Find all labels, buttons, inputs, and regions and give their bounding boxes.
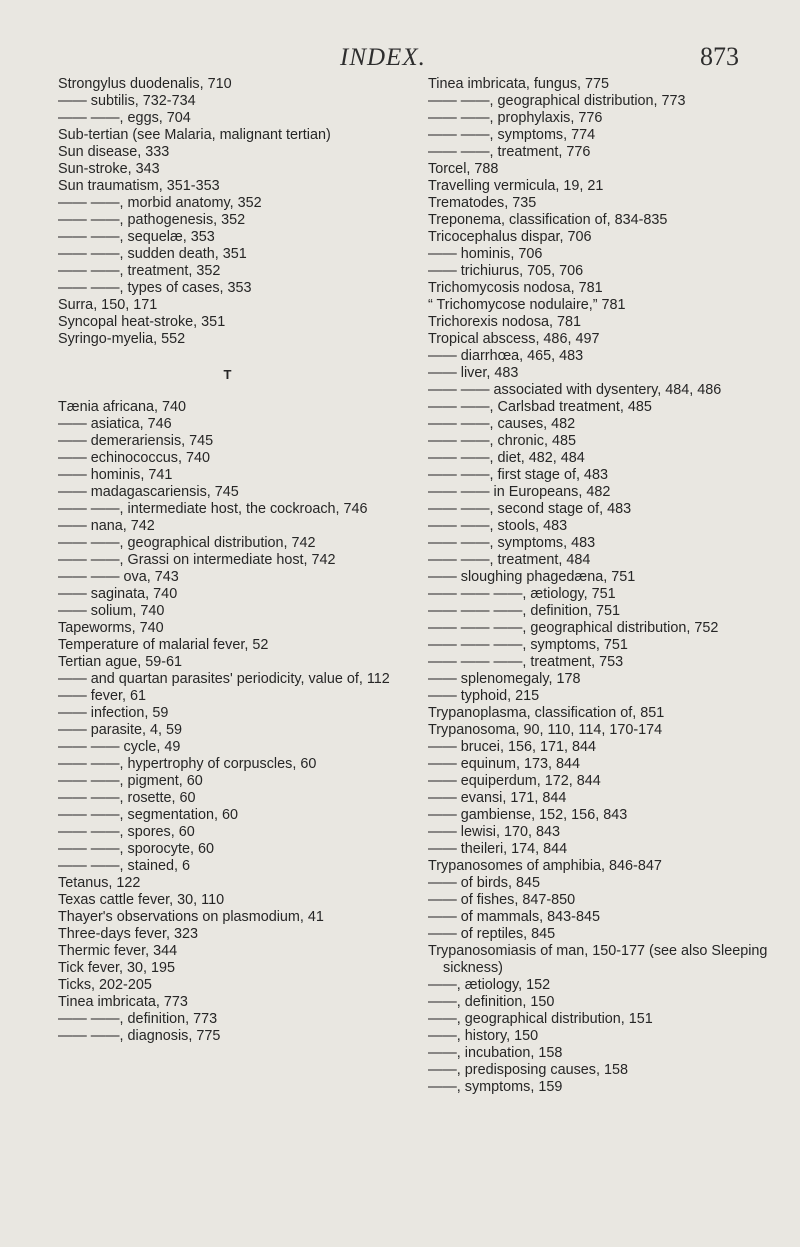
- index-entry: —— subtilis, 732-734: [58, 93, 196, 109]
- index-entry: —— ——, second stage of, 483: [428, 501, 632, 517]
- index-list-s: [58, 76, 398, 348]
- index-entry: Tick fever, 30, 195: [58, 960, 176, 976]
- index-entry: —— and quartan parasites' periodicity, value of, 112: [58, 671, 390, 687]
- index-entry: —— equinum, 173, 844: [428, 756, 580, 772]
- index-entry: Sun disease, 333: [58, 144, 170, 160]
- index-entry: —— madagascariensis, 745: [58, 484, 239, 500]
- index-entry: —— ——, treatment, 776: [428, 144, 591, 160]
- index-entry: Treponema, classification of, 834-835: [428, 212, 668, 228]
- index-entry: —— solium, 740: [58, 603, 165, 619]
- index-entry: Sun-stroke, 343: [58, 161, 160, 177]
- right-column: [428, 76, 778, 1096]
- index-entry: Temperature of malarial fever, 52: [58, 637, 269, 653]
- index-entry: Trypanosomiasis of man, 150-177 (see also Sleeping sickness): [428, 943, 768, 976]
- index-entry: —— ——, sporocyte, 60: [58, 841, 214, 857]
- index-entry: Trichomycosis nodosa, 781: [428, 280, 603, 296]
- index-entry: Syringo-myelia, 552: [58, 331, 186, 347]
- index-entry: Trypanosomes of amphibia, 846-847: [428, 858, 662, 874]
- index-list-right: [428, 76, 778, 1096]
- index-entry: Trematodes, 735: [428, 195, 537, 211]
- index-entry: —— ——, treatment, 484: [428, 552, 591, 568]
- index-entry: —— hominis, 706: [428, 246, 543, 262]
- index-entry: —— echinococcus, 740: [58, 450, 210, 466]
- page-title: INDEX.: [340, 44, 426, 71]
- index-entry: —— nana, 742: [58, 518, 155, 534]
- index-entry: Tertian ague, 59-61: [58, 654, 183, 670]
- index-entry: —— —— ——, geographical distribution, 752: [428, 620, 719, 636]
- index-entry: Torcel, 788: [428, 161, 499, 177]
- index-entry: —— of mammals, 843-845: [428, 909, 600, 925]
- index-entry: —— asiatica, 746: [58, 416, 172, 432]
- index-entry: —— ——, symptoms, 483: [428, 535, 596, 551]
- index-entry: Ticks, 202-205: [58, 977, 152, 993]
- left-column: [58, 76, 398, 1045]
- index-entry: —— —— ——, symptoms, 751: [428, 637, 628, 653]
- index-list-t: [58, 399, 398, 1045]
- index-entry: ——, geographical distribution, 151: [428, 1011, 653, 1027]
- index-entry: Thayer's observations on plasmodium, 41: [58, 909, 324, 925]
- index-entry: —— trichiurus, 705, 706: [428, 263, 584, 279]
- index-entry: —— ——, spores, 60: [58, 824, 195, 840]
- index-entry: —— —— ——, ætiology, 751: [428, 586, 616, 602]
- index-entry: —— evansi, 171, 844: [428, 790, 567, 806]
- index-entry: —— ——, sequelæ, 353: [58, 229, 215, 245]
- index-entry: —— ——, sudden death, 351: [58, 246, 247, 262]
- index-entry: Three-days fever, 323: [58, 926, 198, 942]
- index-entry: Strongylus duodenalis, 710: [58, 76, 232, 92]
- index-entry: —— ——, symptoms, 774: [428, 127, 596, 143]
- index-entry: —— of fishes, 847-850: [428, 892, 576, 908]
- index-entry: Tinea imbricata, 773: [58, 994, 188, 1010]
- index-entry: —— —— in Europeans, 482: [428, 484, 611, 500]
- index-entry: —— ——, eggs, 704: [58, 110, 191, 126]
- index-entry: —— ——, stained, 6: [58, 858, 190, 874]
- index-entry: Tricocephalus dispar, 706: [428, 229, 592, 245]
- index-entry: Trichorexis nodosa, 781: [428, 314, 582, 330]
- index-entry: —— ——, diet, 482, 484: [428, 450, 585, 466]
- index-entry: —— ——, treatment, 352: [58, 263, 221, 279]
- index-entry: —— ——, diagnosis, 775: [58, 1028, 221, 1044]
- index-entry: —— ——, types of cases, 353: [58, 280, 252, 296]
- index-entry: Tetanus, 122: [58, 875, 141, 891]
- index-entry: —— sloughing phagedæna, 751: [428, 569, 636, 585]
- index-entry: —— infection, 59: [58, 705, 169, 721]
- index-entry: —— ——, chronic, 485: [428, 433, 576, 449]
- index-entry: —— ——, causes, 482: [428, 416, 576, 432]
- index-entry: —— —— associated with dysentery, 484, 486: [428, 382, 722, 398]
- index-entry: Tapeworms, 740: [58, 620, 164, 636]
- index-entry: ——, predisposing causes, 158: [428, 1062, 628, 1078]
- index-entry: —— equiperdum, 172, 844: [428, 773, 601, 789]
- index-entry: —— gambiense, 152, 156, 843: [428, 807, 628, 823]
- index-entry: —— ——, geographical distribution, 742: [58, 535, 316, 551]
- index-entry: Tinea imbricata, fungus, 775: [428, 76, 610, 92]
- index-entry: Travelling vermicula, 19, 21: [428, 178, 604, 194]
- index-entry: —— saginata, 740: [58, 586, 178, 602]
- page-header: [0, 30, 800, 70]
- index-entry: —— theileri, 174, 844: [428, 841, 568, 857]
- index-entry: —— —— ——, definition, 751: [428, 603, 620, 619]
- index-entry: —— —— ova, 743: [58, 569, 179, 585]
- index-entry: —— diarrhœa, 465, 483: [428, 348, 584, 364]
- index-entry: Thermic fever, 344: [58, 943, 178, 959]
- index-entry: —— lewisi, 170, 843: [428, 824, 560, 840]
- index-entry: —— ——, stools, 483: [428, 518, 568, 534]
- index-entry: ——, incubation, 158: [428, 1045, 563, 1061]
- index-entry: —— demerariensis, 745: [58, 433, 214, 449]
- index-entry: —— ——, segmentation, 60: [58, 807, 238, 823]
- index-entry: —— ——, rosette, 60: [58, 790, 196, 806]
- index-entry: —— ——, pigment, 60: [58, 773, 203, 789]
- index-entry: Sun traumatism, 351-353: [58, 178, 220, 194]
- index-entry: —— typhoid, 215: [428, 688, 540, 704]
- index-entry: —— ——, intermediate host, the cockroach, 746: [58, 501, 368, 517]
- index-entry: —— ——, definition, 773: [58, 1011, 218, 1027]
- index-entry: —— ——, prophylaxis, 776: [428, 110, 603, 126]
- index-entry: ——, history, 150: [428, 1028, 539, 1044]
- page-number: 873: [700, 42, 739, 71]
- index-entry: —— —— cycle, 49: [58, 739, 181, 755]
- index-entry: ——, definition, 150: [428, 994, 555, 1010]
- index-entry: —— ——, first stage of, 483: [428, 467, 608, 483]
- index-entry: —— ——, pathogenesis, 352: [58, 212, 246, 228]
- index-entry: —— liver, 483: [428, 365, 519, 381]
- index-entry: Syncopal heat-stroke, 351: [58, 314, 226, 330]
- index-entry: —— ——, hypertrophy of corpuscles, 60: [58, 756, 317, 772]
- index-entry: —— ——, morbid anatomy, 352: [58, 195, 262, 211]
- index-entry: “ Trichomycose nodulaire,” 781: [428, 297, 626, 313]
- index-entry: Texas cattle fever, 30, 110: [58, 892, 225, 908]
- index-entry: ——, symptoms, 159: [428, 1079, 563, 1095]
- index-entry: —— of reptiles, 845: [428, 926, 556, 942]
- index-entry: —— ——, Grassi on intermediate host, 742: [58, 552, 336, 568]
- index-entry: ——, ætiology, 152: [428, 977, 551, 993]
- index-entry: —— ——, geographical distribution, 773: [428, 93, 686, 109]
- index-entry: —— hominis, 741: [58, 467, 173, 483]
- index-entry: Trypanosoma, 90, 110, 114, 170-174: [428, 722, 663, 738]
- index-entry: Tænia africana, 740: [58, 399, 186, 415]
- index-entry: Sub-tertian (see Malaria, malignant tertian): [58, 127, 331, 143]
- index-entry: Trypanoplasma, classification of, 851: [428, 705, 665, 721]
- index-entry: —— splenomegaly, 178: [428, 671, 581, 687]
- index-entry: —— of birds, 845: [428, 875, 540, 891]
- index-entry: —— ——, Carlsbad treatment, 485: [428, 399, 652, 415]
- section-letter: T: [223, 367, 233, 382]
- index-entry: Surra, 150, 171: [58, 297, 158, 313]
- index-entry: —— brucei, 156, 171, 844: [428, 739, 596, 755]
- index-entry: Tropical abscess, 486, 497: [428, 331, 600, 347]
- index-entry: —— fever, 61: [58, 688, 146, 704]
- index-entry: —— —— ——, treatment, 753: [428, 654, 624, 670]
- index-entry: —— parasite, 4, 59: [58, 722, 182, 738]
